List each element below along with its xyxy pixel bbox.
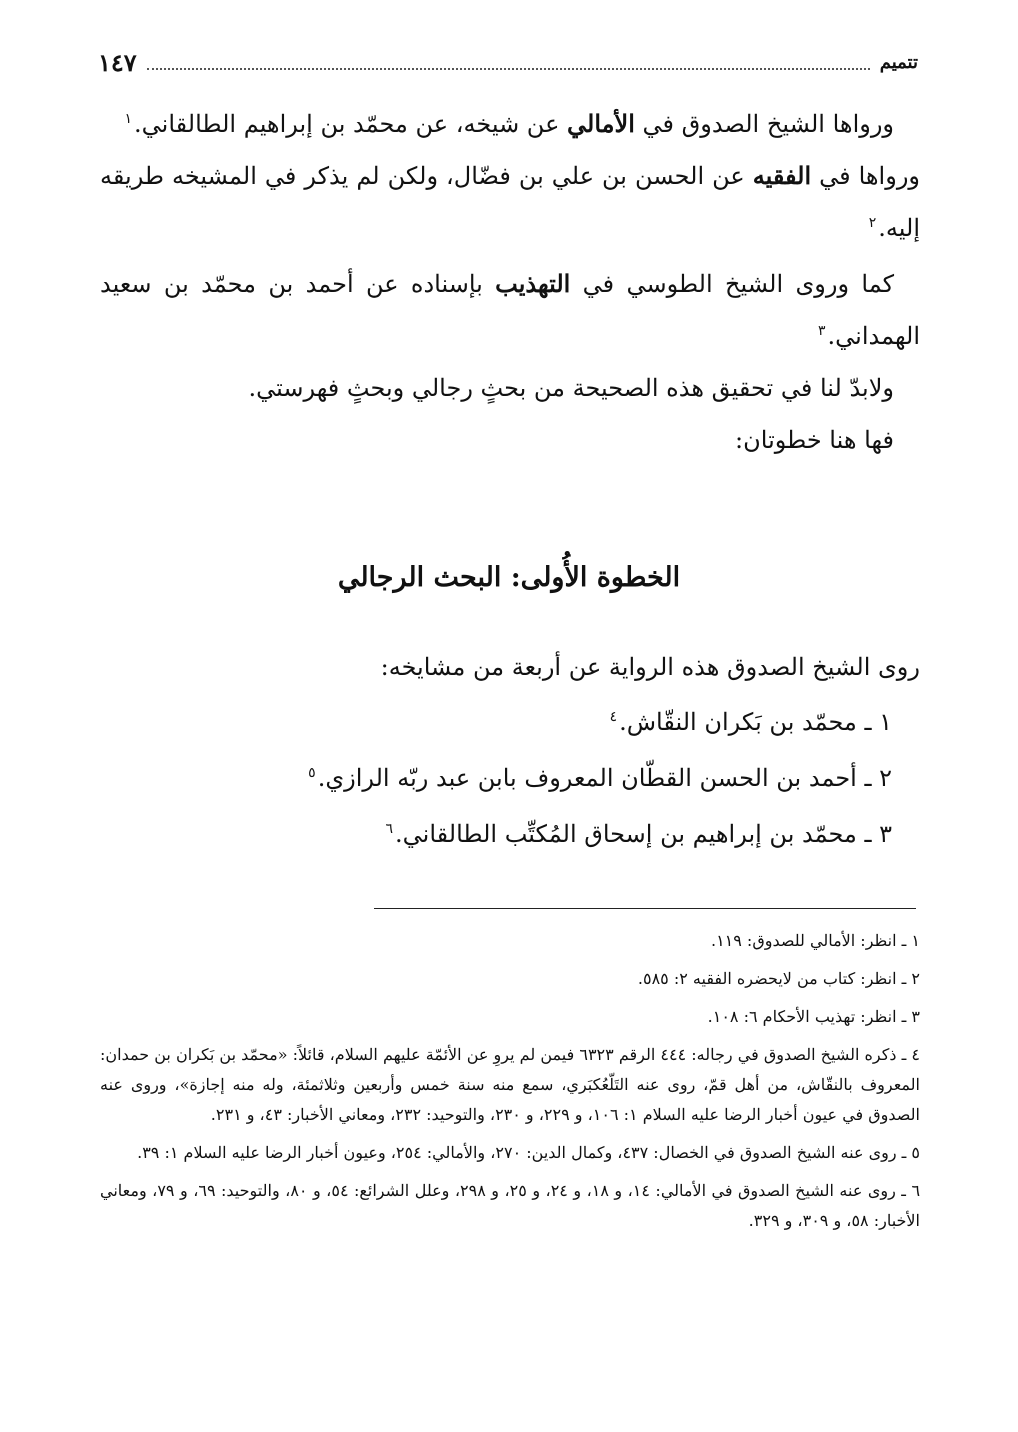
footnote-ref-1[interactable]: ١ [124, 111, 133, 127]
book-title-tahdhib: التهذيب [495, 269, 571, 298]
page-header [98, 44, 918, 80]
narrators-list [100, 640, 920, 862]
paragraph-2-text-b: عن الحسن بن علي بن فضّال، ولكن لم يذكر في المشيخه طريقه إليه. [100, 162, 920, 242]
footnote-separator [374, 908, 916, 909]
footnote-3: ٣ ـ انظر: تهذيب الأحكام ٦: ١٠٨. [707, 1007, 920, 1026]
paragraph-5: فها هنا خطوتان: [735, 426, 894, 454]
footnote-ref-2[interactable]: ٢ [868, 215, 877, 231]
footnote-ref-3[interactable]: ٣ [817, 323, 826, 339]
running-title: تتميم [879, 51, 918, 73]
footnotes [100, 926, 920, 1244]
footnote-5: ٥ ـ روى عنه الشيخ الصدوق في الخصال: ٤٣٧، وكمال الدين: ٢٧٠، والأمالي: ٢٥٤، وعيون أخبار الرضا عليه السلام ١: ٣٩. [137, 1143, 920, 1162]
paragraph-2 [100, 150, 920, 254]
list-item-text: ١ ـ محمّد بن بَكران النقّاش. [619, 708, 892, 736]
footnote-ref-5[interactable]: ٥ [308, 765, 316, 781]
footnote-4: ٤ ـ ذكره الشيخ الصدوق في رجاله: ٤٤٤ الرقم ٦٣٢٣ فيمن لم يروِ عن الأئمّة عليهم السلام، قائلاً: «محمّد بن بَكران بن حمدان: المعروف بالنقّاش، من أهل قمّ، روى عنه التَلّعُكبَري، سمع منه سنة خمس وأربعين وثلاثمئة، وله منه إجازة»، وروى عنه الصدوق في عيون أخبار الرضا عليه السلام ١: ١٠٦، و ٢٢٩، و ٢٣٠، والتوحيد: ٢٣٢، ومعاني الأخبار: ٤٣، و ٢٣١. [100, 1045, 920, 1124]
paragraph-3 [100, 258, 920, 362]
section-heading: الخطوة الأُولى: البحث الرجالي [337, 562, 681, 593]
page-number: ١٤٧ [98, 47, 137, 77]
list-item [100, 750, 920, 806]
footnote-6: ٦ ـ روى عنه الشيخ الصدوق في الأمالي: ١٤، و ١٨، و ٢٤، و ٢٥، و ٢٩٨، وعلل الشرائع: ٥٤، و ٨٠، والتوحيد: ٦٩، و ٧٩، ومعاني الأخبار: ٥٨، و ٣٠٩، و ٣٢٩. [100, 1181, 921, 1230]
paragraph-1-text-b: عن شيخه، عن محمّد بن إبراهيم الطالقاني. [134, 110, 568, 138]
main-text [100, 98, 920, 466]
book-title-faqih: الفقيه [752, 161, 812, 190]
paragraph-3-text-a: كما وروى الشيخ الطوسي في [570, 270, 894, 298]
list-item [100, 806, 920, 862]
paragraph-4: ولابدّ لنا في تحقيق هذه الصحيحة من بحثٍ رجالي وبحثٍ فهرستي. [248, 374, 894, 402]
paragraph-1 [100, 98, 920, 150]
footnote-ref-6[interactable]: ٦ [385, 821, 394, 837]
footnote-ref-4[interactable]: ٤ [609, 709, 618, 725]
book-title-amali: الأمالي [567, 109, 635, 138]
list-item-text: ٢ ـ أحمد بن الحسن القطّان المعروف بابن عبد ربّه الرازي. [317, 764, 892, 792]
footnote-2: ٢ ـ انظر: كتاب من لايحضره الفقيه ٢: ٥٨٥. [637, 969, 920, 988]
list-item [100, 694, 920, 750]
paragraph-2-text-a: ورواها في [811, 162, 920, 190]
paragraph-3-text-b: بإسناده عن أحمد بن محمّد بن سعيد الهمداني. [100, 270, 920, 350]
footnote-1: ١ ـ انظر: الأمالي للصدوق: ١١٩. [710, 931, 920, 950]
list-intro: روى الشيخ الصدوق هذه الرواية عن أربعة من مشايخه: [380, 653, 920, 681]
list-item-text: ٣ ـ محمّد بن إبراهيم بن إسحاق المُكتِّب الطالقاني. [395, 820, 892, 848]
header-dot-leader [147, 54, 870, 70]
paragraph-1-text-a: ورواها الشيخ الصدوق في [634, 110, 894, 138]
